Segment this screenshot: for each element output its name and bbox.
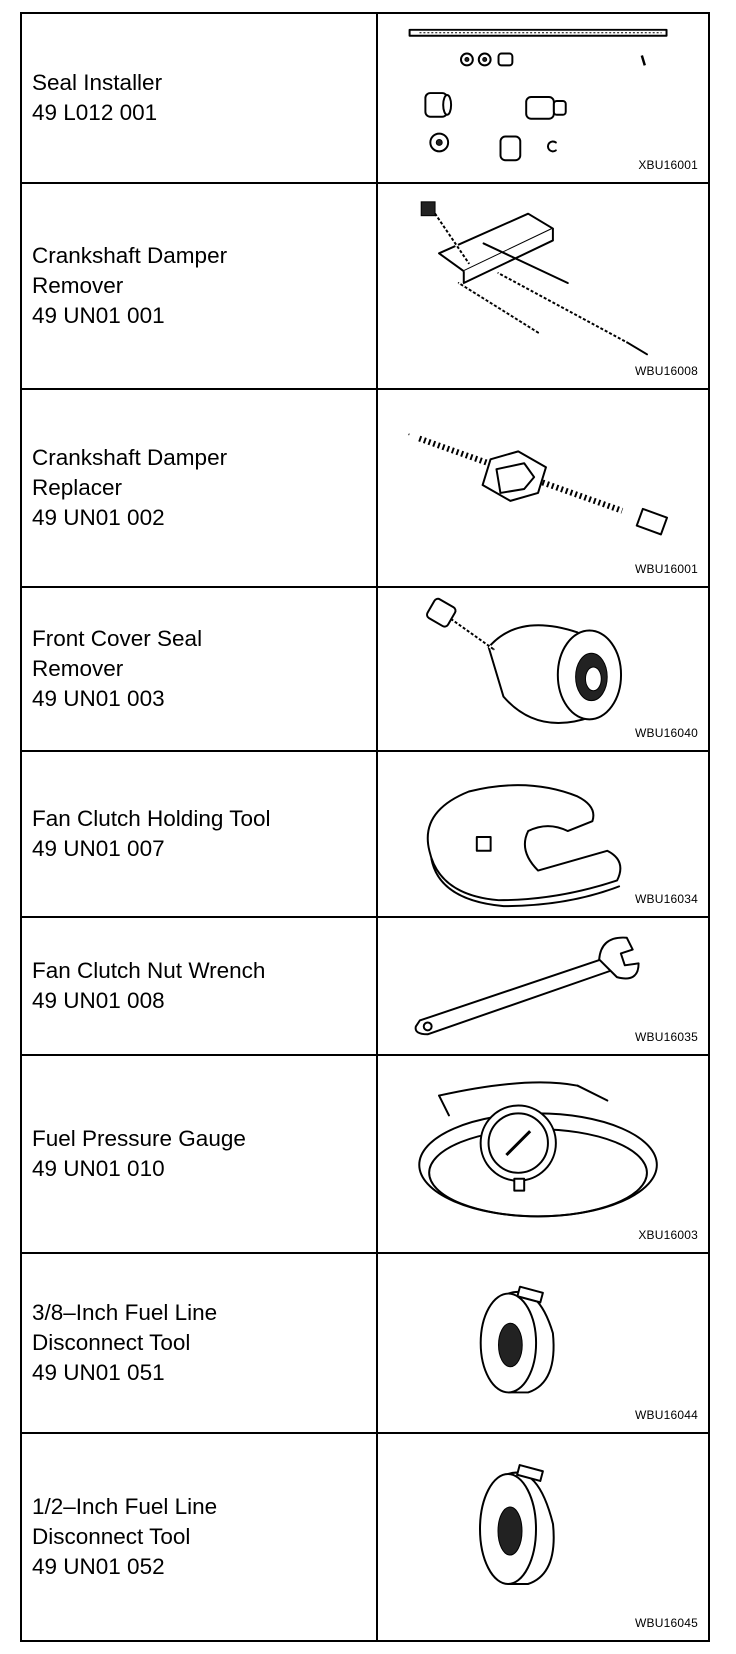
- tool-name: Front Cover Seal Remover 49 UN01 003: [32, 626, 203, 711]
- illustration-code: WBU16045: [635, 1616, 698, 1630]
- tool-illustration-cell: [378, 14, 708, 182]
- tool-illustration-cell: [378, 1254, 708, 1432]
- tool-illustration-cell: [378, 1434, 708, 1640]
- seal-installer-kit-icon: [378, 14, 708, 182]
- tool-table: [20, 12, 710, 1642]
- disconnect-tool-icon: [378, 1254, 708, 1432]
- tool-name: Fan Clutch Holding Tool 49 UN01 007: [32, 806, 271, 861]
- tool-name: Fan Clutch Nut Wrench 49 UN01 008: [32, 958, 266, 1013]
- tool-illustration-cell: [378, 184, 708, 388]
- tool-name-cell: [22, 588, 378, 750]
- illustration-code: WBU16008: [635, 364, 698, 378]
- tool-row-disconnect-38: [22, 1254, 708, 1434]
- pressure-gauge-icon: [378, 1056, 708, 1252]
- tool-row-seal-remover: [22, 588, 708, 752]
- tool-row-holding-tool: [22, 752, 708, 918]
- illustration-code: WBU16040: [635, 726, 698, 740]
- tool-name-cell: [22, 184, 378, 388]
- tool-name: Crankshaft Damper Replacer 49 UN01 002: [32, 445, 228, 530]
- tool-name-cell: [22, 390, 378, 586]
- tool-name: 3/8–Inch Fuel Line Disconnect Tool 49 UN01 051: [32, 1300, 218, 1385]
- disconnect-tool-icon: [378, 1434, 708, 1640]
- illustration-code: WBU16035: [635, 1030, 698, 1044]
- tool-name-cell: [22, 1254, 378, 1432]
- tool-row-nut-wrench: [22, 918, 708, 1056]
- puller-icon: [378, 184, 708, 388]
- tool-name-cell: [22, 752, 378, 916]
- tool-row-damper-replacer: [22, 390, 708, 588]
- tool-name-cell: [22, 14, 378, 182]
- tool-name: 1/2–Inch Fuel Line Disconnect Tool 49 UN01 052: [32, 1494, 218, 1579]
- illustration-code: WBU16001: [635, 562, 698, 576]
- tool-illustration-cell: [378, 1056, 708, 1252]
- tool-row-damper-remover: [22, 184, 708, 390]
- tool-name-cell: [22, 1434, 378, 1640]
- tool-row-seal-installer: [22, 14, 708, 184]
- illustration-code: WBU16044: [635, 1408, 698, 1422]
- tool-name-cell: [22, 1056, 378, 1252]
- tool-illustration-cell: [378, 752, 708, 916]
- tool-name: Crankshaft Damper Remover 49 UN01 001: [32, 243, 228, 328]
- illustration-code: XBU16001: [638, 158, 698, 172]
- tool-row-disconnect-12: [22, 1434, 708, 1640]
- tool-name: Fuel Pressure Gauge 49 UN01 010: [32, 1126, 246, 1181]
- threaded-replacer-icon: [378, 390, 708, 586]
- tool-row-pressure-gauge: [22, 1056, 708, 1254]
- tool-illustration-cell: [378, 918, 708, 1054]
- tool-illustration-cell: [378, 390, 708, 586]
- tool-illustration-cell: [378, 588, 708, 750]
- tool-name-cell: [22, 918, 378, 1054]
- tool-name: Seal Installer 49 L012 001: [32, 70, 163, 125]
- illustration-code: XBU16003: [638, 1228, 698, 1242]
- illustration-code: WBU16034: [635, 892, 698, 906]
